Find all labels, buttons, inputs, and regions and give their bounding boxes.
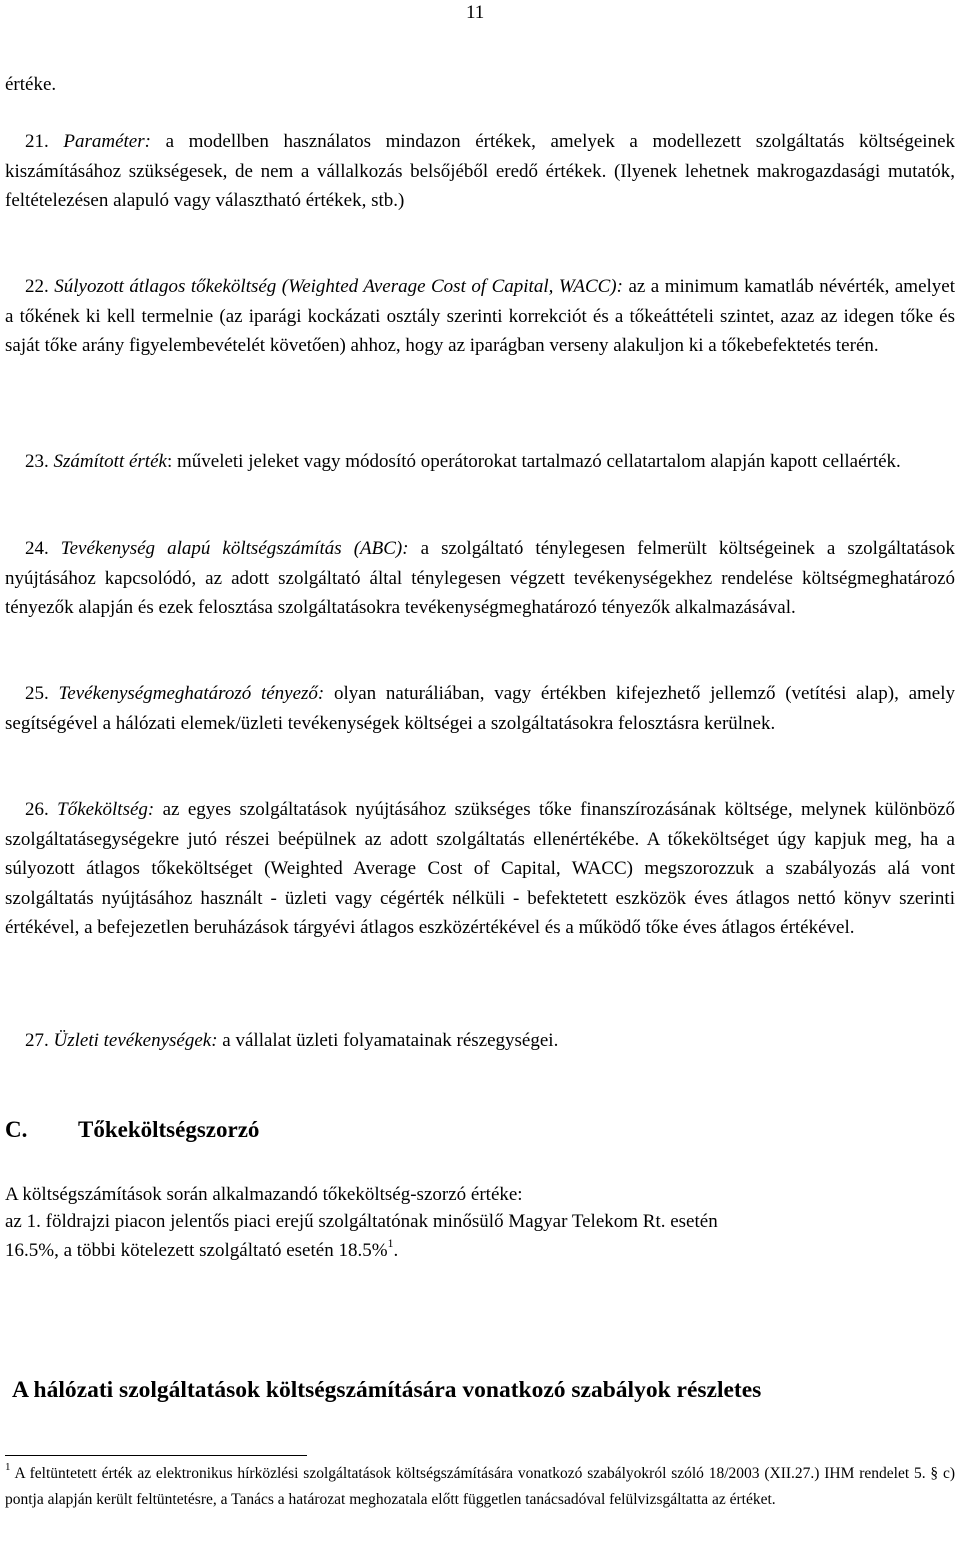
definition-text: a modellben használatos mindazon értékek, amelyek a modellezett szolgáltatás költségeinek kiszámításához szükségesek, de nem a vállalkozás belsőjéből eredő értékek. (Ilyenek lehetnek makrogazdasági mutatók, feltételezésen alapuló vagy választható értékek, stb.) [5, 131, 956, 211]
definition-text: az a minimum kamatláb névérték, amelyet a tőkének ki kell termelnie (az iparági kockázati osztály szerinti korrekciót és a tőkeáttételi szintet, azaz az idegen tőke és saját tőke arány figyelembevételét követően) ahhoz, hogy az iparágban verseny alakuljon ki a tőkebefektetés terén. [5, 276, 956, 356]
definition-27 [25, 1026, 558, 1056]
definition-text: a vállalat üzleti folyamatainak részegységei. [217, 1030, 559, 1051]
footnote [5, 1461, 955, 1512]
definition-term: Paraméter: [63, 131, 151, 152]
definition-number: 25. [25, 683, 49, 704]
footnote-text: A feltüntetett érték az elektronikus hírközlési szolgáltatások költségszámítására vonatkozó szabályokról szóló 18/2003 (XII.27.) IHM rendelet 5. § c) pontja alapján került feltüntetésre, a Tanács a határozat meghozatala előtt független tanácsadóval felülvizsgáltatta az értéket. [5, 1465, 955, 1508]
section-c-line [5, 1236, 398, 1266]
footnote-reference[interactable]: 1 [387, 1235, 394, 1250]
definition-number: 24. [25, 538, 49, 559]
footnote-marker: 1 [5, 1460, 11, 1473]
definition-21 [5, 127, 955, 216]
section-c-rate-text: 16.5%, a többi kötelezett szolgáltató esetén 18.5% [5, 1240, 388, 1261]
definition-text: olyan naturáliában, vagy értékben kifejezhető jellemző (vetítési alap), amely segítségével a hálózati elemek/üzleti tevékenységek költségei a szolgáltatásokra felosztásra kerülnek. [5, 683, 955, 734]
definition-22 [5, 272, 955, 361]
definition-number: 27. [25, 1030, 49, 1051]
page-number: 11 [466, 2, 485, 23]
section-label: C. [5, 1117, 28, 1142]
chapter-heading: A hálózati szolgáltatások költségszámítására vonatkozó szabályok részletes [12, 1377, 762, 1403]
section-c-intro: A költségszámítások során alkalmazandó tőkeköltség-szorzó értéke: [5, 1184, 523, 1205]
section-c-line: az 1. földrajzi piacon jelentős piaci erejű szolgáltatónak minősülő Magyar Telekom Rt. esetén [5, 1211, 718, 1232]
definition-text: : műveleti jeleket vagy módosító operátorokat tartalmazó cellatartalom alapján kapott cellaérték. [166, 451, 901, 472]
definition-text: a szolgáltató ténylegesen felmerült költségeinek a szolgáltatások nyújtásához kapcsolódó, az adott szolgáltató által ténylegesen végzett tevékenységekhez rendelése költségmeghatározó tényezők alapján és ezek felosztása szolgáltatásokra tevékenységmeghatározó tényezők alkalmazásával. [5, 538, 955, 618]
definition-26 [5, 795, 955, 943]
section-title: Tőkeköltségszorzó [78, 1117, 260, 1142]
continued-text-fragment: értéke. [5, 74, 57, 95]
definition-term: Tevékenységmeghatározó tényező: [58, 683, 325, 704]
definition-term: Súlyozott átlagos tőkeköltség (Weighted Average Cost of Capital, WACC): [54, 276, 623, 297]
definition-number: 23. [25, 451, 49, 472]
definition-number: 22. [25, 276, 49, 297]
section-c-heading [5, 1115, 259, 1145]
definition-number: 21. [25, 131, 49, 152]
definition-number: 26. [25, 799, 49, 820]
definition-term: Üzleti tevékenységek: [53, 1030, 218, 1051]
sentence-end: . [393, 1240, 399, 1261]
definition-term: Számított érték [53, 451, 167, 472]
definition-term: Tevékenység alapú költségszámítás (ABC): [60, 538, 409, 559]
footnote-separator [5, 1455, 307, 1456]
definition-23 [5, 447, 955, 477]
definition-24 [5, 534, 955, 623]
definition-25 [5, 679, 955, 738]
definition-text: az egyes szolgáltatások nyújtásához szükséges tőke finanszírozásának költsége, melynek különböző szolgáltatásegységekre jutó részei beépülnek az adott szolgáltatás ellenértékébe. A tőkeköltséget úgy kapjuk meg, ha a súlyozott átlagos tőkeköltséget (Weighted Average Cost of Capital, WACC) megszorozzuk a szabályozás alá vont szolgáltatás nyújtásához használt - üzleti vagy cégérték nélküli - befektetett eszközök éves átlagos nettó könyv szerinti értékével, a befejezetlen beruházások tárgyévi átlagos eszközértékével és a működő tőke éves átlagos értékével. [5, 799, 956, 938]
definition-term: Tőkeköltség: [57, 799, 155, 820]
